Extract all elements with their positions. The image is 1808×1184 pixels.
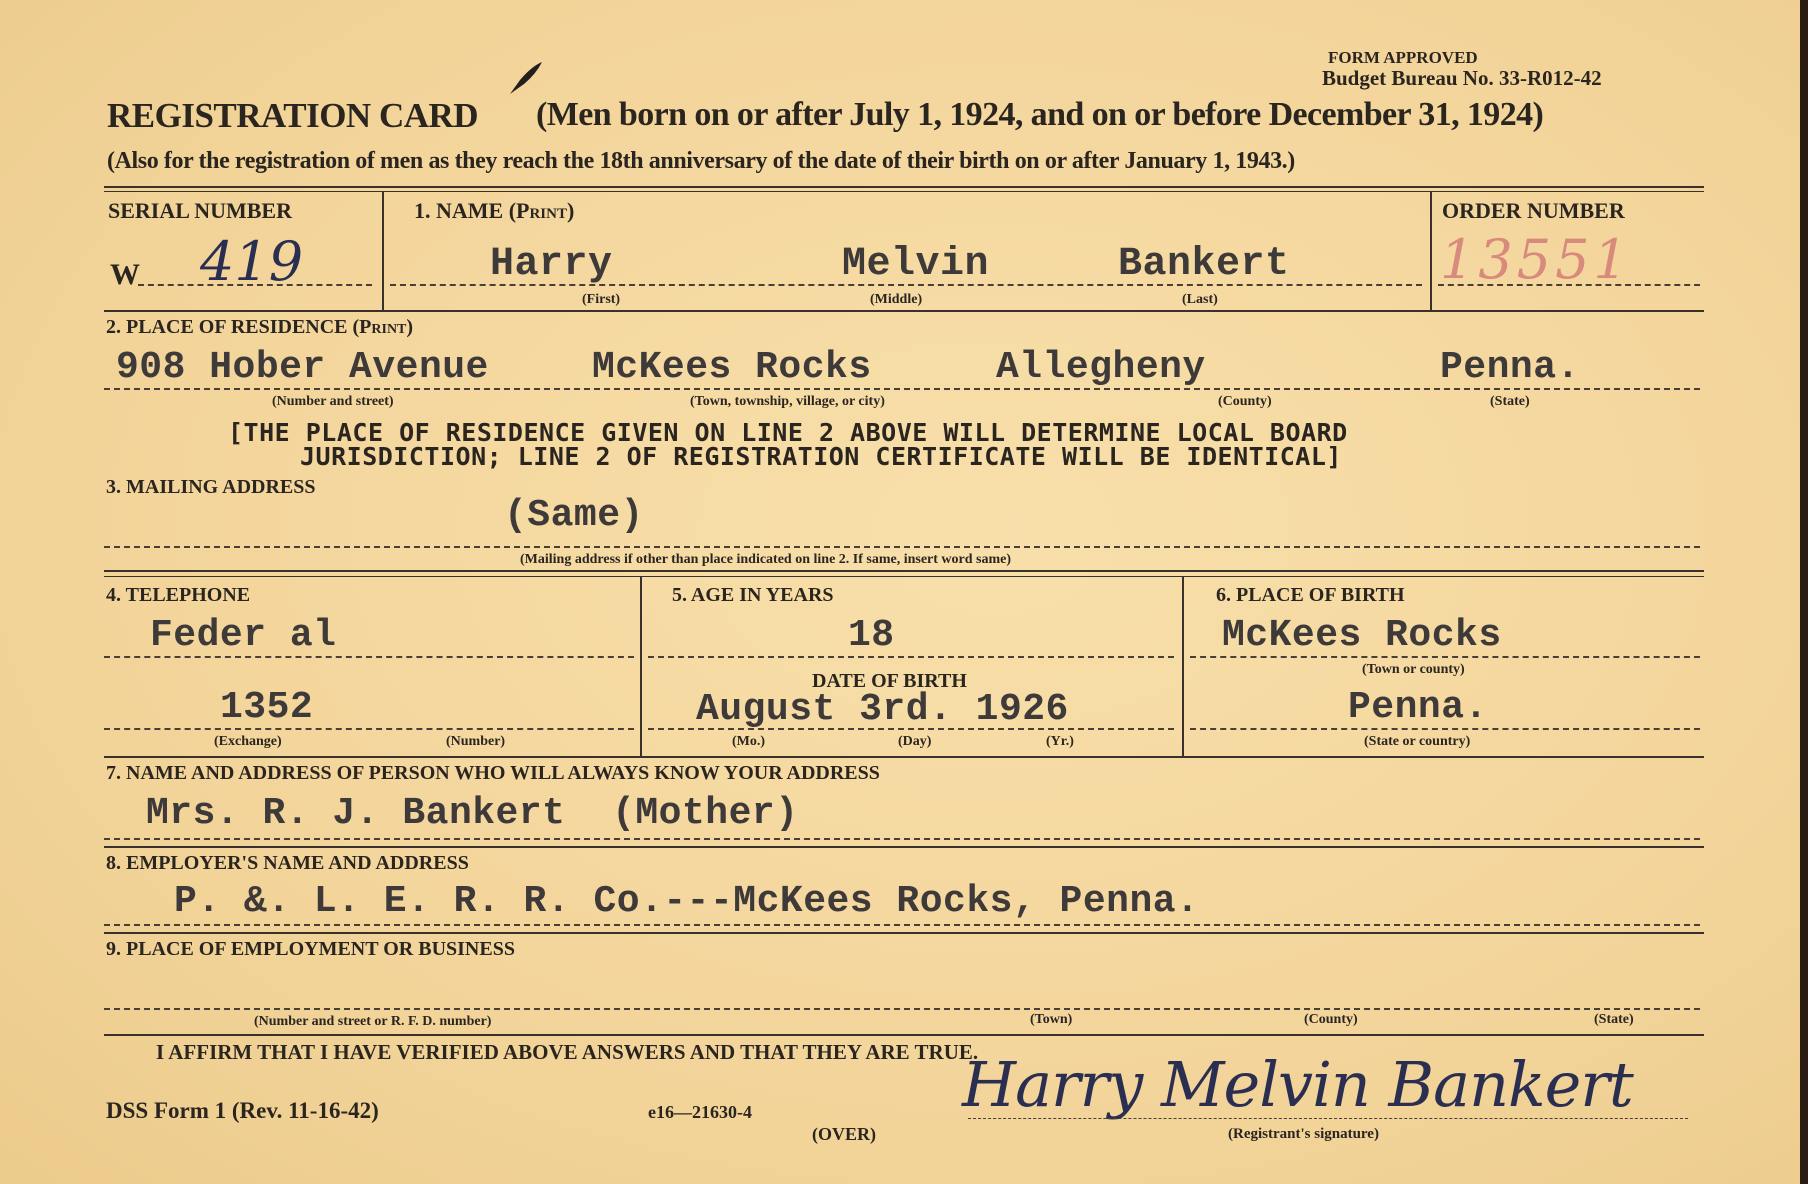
caption-last: (Last): [1182, 292, 1218, 307]
mailing-address: (Same): [504, 494, 644, 537]
dob-label: DATE OF BIRTH: [812, 670, 967, 692]
caption-day: (Day): [898, 734, 932, 749]
caption-number: (Number): [446, 734, 506, 749]
mailing-label: 3. MAILING ADDRESS: [106, 476, 316, 498]
employment-label: 9. PLACE OF EMPLOYMENT OR BUSINESS: [106, 938, 515, 960]
employer-label: 8. EMPLOYER'S NAME AND ADDRESS: [106, 852, 469, 874]
caption-emp-state: (State): [1594, 1012, 1634, 1027]
caption-month: (Mo.): [732, 734, 766, 749]
residence-town: McKees Rocks: [592, 346, 872, 389]
caption-emp-street: (Number and street or R. F. D. number): [254, 1014, 492, 1029]
caption-year: (Yr.): [1046, 734, 1074, 749]
caption-street: (Number and street): [272, 394, 394, 409]
caption-emp-town: (Town): [1030, 1012, 1073, 1027]
registrant-signature: Harry Melvin Bankert: [962, 1048, 1633, 1121]
card-edge: [1800, 0, 1808, 1184]
subtitle: (Also for the registration of men as they reach the 18th anniversary of the date of their birth on or after January 1, 1943.): [107, 148, 1295, 174]
residence-notice-1: [THE PLACE OF RESIDENCE GIVEN ON LINE 2 ABOVE WILL DETERMINE LOCAL BOARD: [228, 418, 1348, 447]
residence-label: 2. PLACE OF RESIDENCE (Print): [106, 316, 414, 338]
caption-first: (First): [582, 292, 621, 307]
residence-street: 908 Hober Avenue: [116, 346, 489, 389]
budget-bureau: Budget Bureau No. 33-R012-42: [1322, 66, 1602, 90]
telephone-number: 1352: [220, 686, 314, 729]
age-value: 18: [848, 614, 895, 657]
serial-prefix: W: [110, 258, 140, 291]
form-title: REGISTRATION CARD: [107, 96, 479, 135]
telephone-label: 4. TELEPHONE: [106, 584, 251, 606]
print-code: e16—21630-4: [648, 1102, 752, 1122]
form-id: DSS Form 1 (Rev. 11-16-42): [106, 1098, 379, 1123]
date-of-birth: August 3rd. 1926: [696, 688, 1069, 731]
signature-caption: (Registrant's signature): [1228, 1126, 1379, 1142]
caption-state: (State): [1490, 394, 1530, 409]
age-label: 5. AGE IN YEARS: [672, 584, 834, 606]
form-approved: FORM APPROVED: [1328, 48, 1478, 67]
caption-town: (Town, township, village, or city): [690, 394, 885, 409]
birthplace-state: Penna.: [1348, 686, 1488, 729]
caption-exchange: (Exchange): [214, 734, 282, 749]
residence-state: Penna.: [1440, 346, 1580, 389]
contact-value: Mrs. R. J. Bankert (Mother): [146, 792, 799, 835]
caption-county: (County): [1218, 394, 1272, 409]
birthplace-town: McKees Rocks: [1222, 614, 1502, 657]
title-eligibility: (Men born on or after July 1, 1924, and on or before December 31, 1924): [536, 96, 1544, 133]
pen-mark: [506, 58, 546, 98]
order-label: ORDER NUMBER: [1442, 198, 1625, 223]
last-name: Bankert: [1118, 242, 1290, 287]
residence-notice-2: JURISDICTION; LINE 2 OF REGISTRATION CERTIFICATE WILL BE IDENTICAL]: [300, 442, 1342, 471]
name-label: 1. NAME (Print): [414, 198, 575, 223]
serial-number: 419: [200, 230, 304, 293]
residence-county: Allegheny: [996, 346, 1206, 389]
caption-middle: (Middle): [870, 292, 923, 307]
serial-label: SERIAL NUMBER: [108, 198, 292, 223]
caption-birth-town: (Town or county): [1362, 662, 1465, 677]
middle-name: Melvin: [842, 242, 990, 287]
over-notice: (OVER): [812, 1124, 876, 1144]
mailing-caption: (Mailing address if other than place indicated on line 2. If same, insert word same): [520, 552, 1012, 567]
birthplace-label: 6. PLACE OF BIRTH: [1216, 584, 1405, 606]
contact-label: 7. NAME AND ADDRESS OF PERSON WHO WILL ALWAYS KNOW YOUR ADDRESS: [106, 762, 880, 784]
order-number: 13551: [1440, 228, 1632, 291]
caption-birth-state: (State or country): [1364, 734, 1471, 749]
first-name: Harry: [490, 242, 613, 287]
employer-value: P. &. L. E. R. R. Co.---McKees Rocks, Penna.: [174, 880, 1200, 923]
affirmation: I AFFIRM THAT I HAVE VERIFIED ABOVE ANSWERS AND THAT THEY ARE TRUE.: [156, 1040, 979, 1064]
caption-emp-county: (County): [1304, 1012, 1358, 1027]
telephone-exchange: Feder al: [150, 614, 337, 657]
